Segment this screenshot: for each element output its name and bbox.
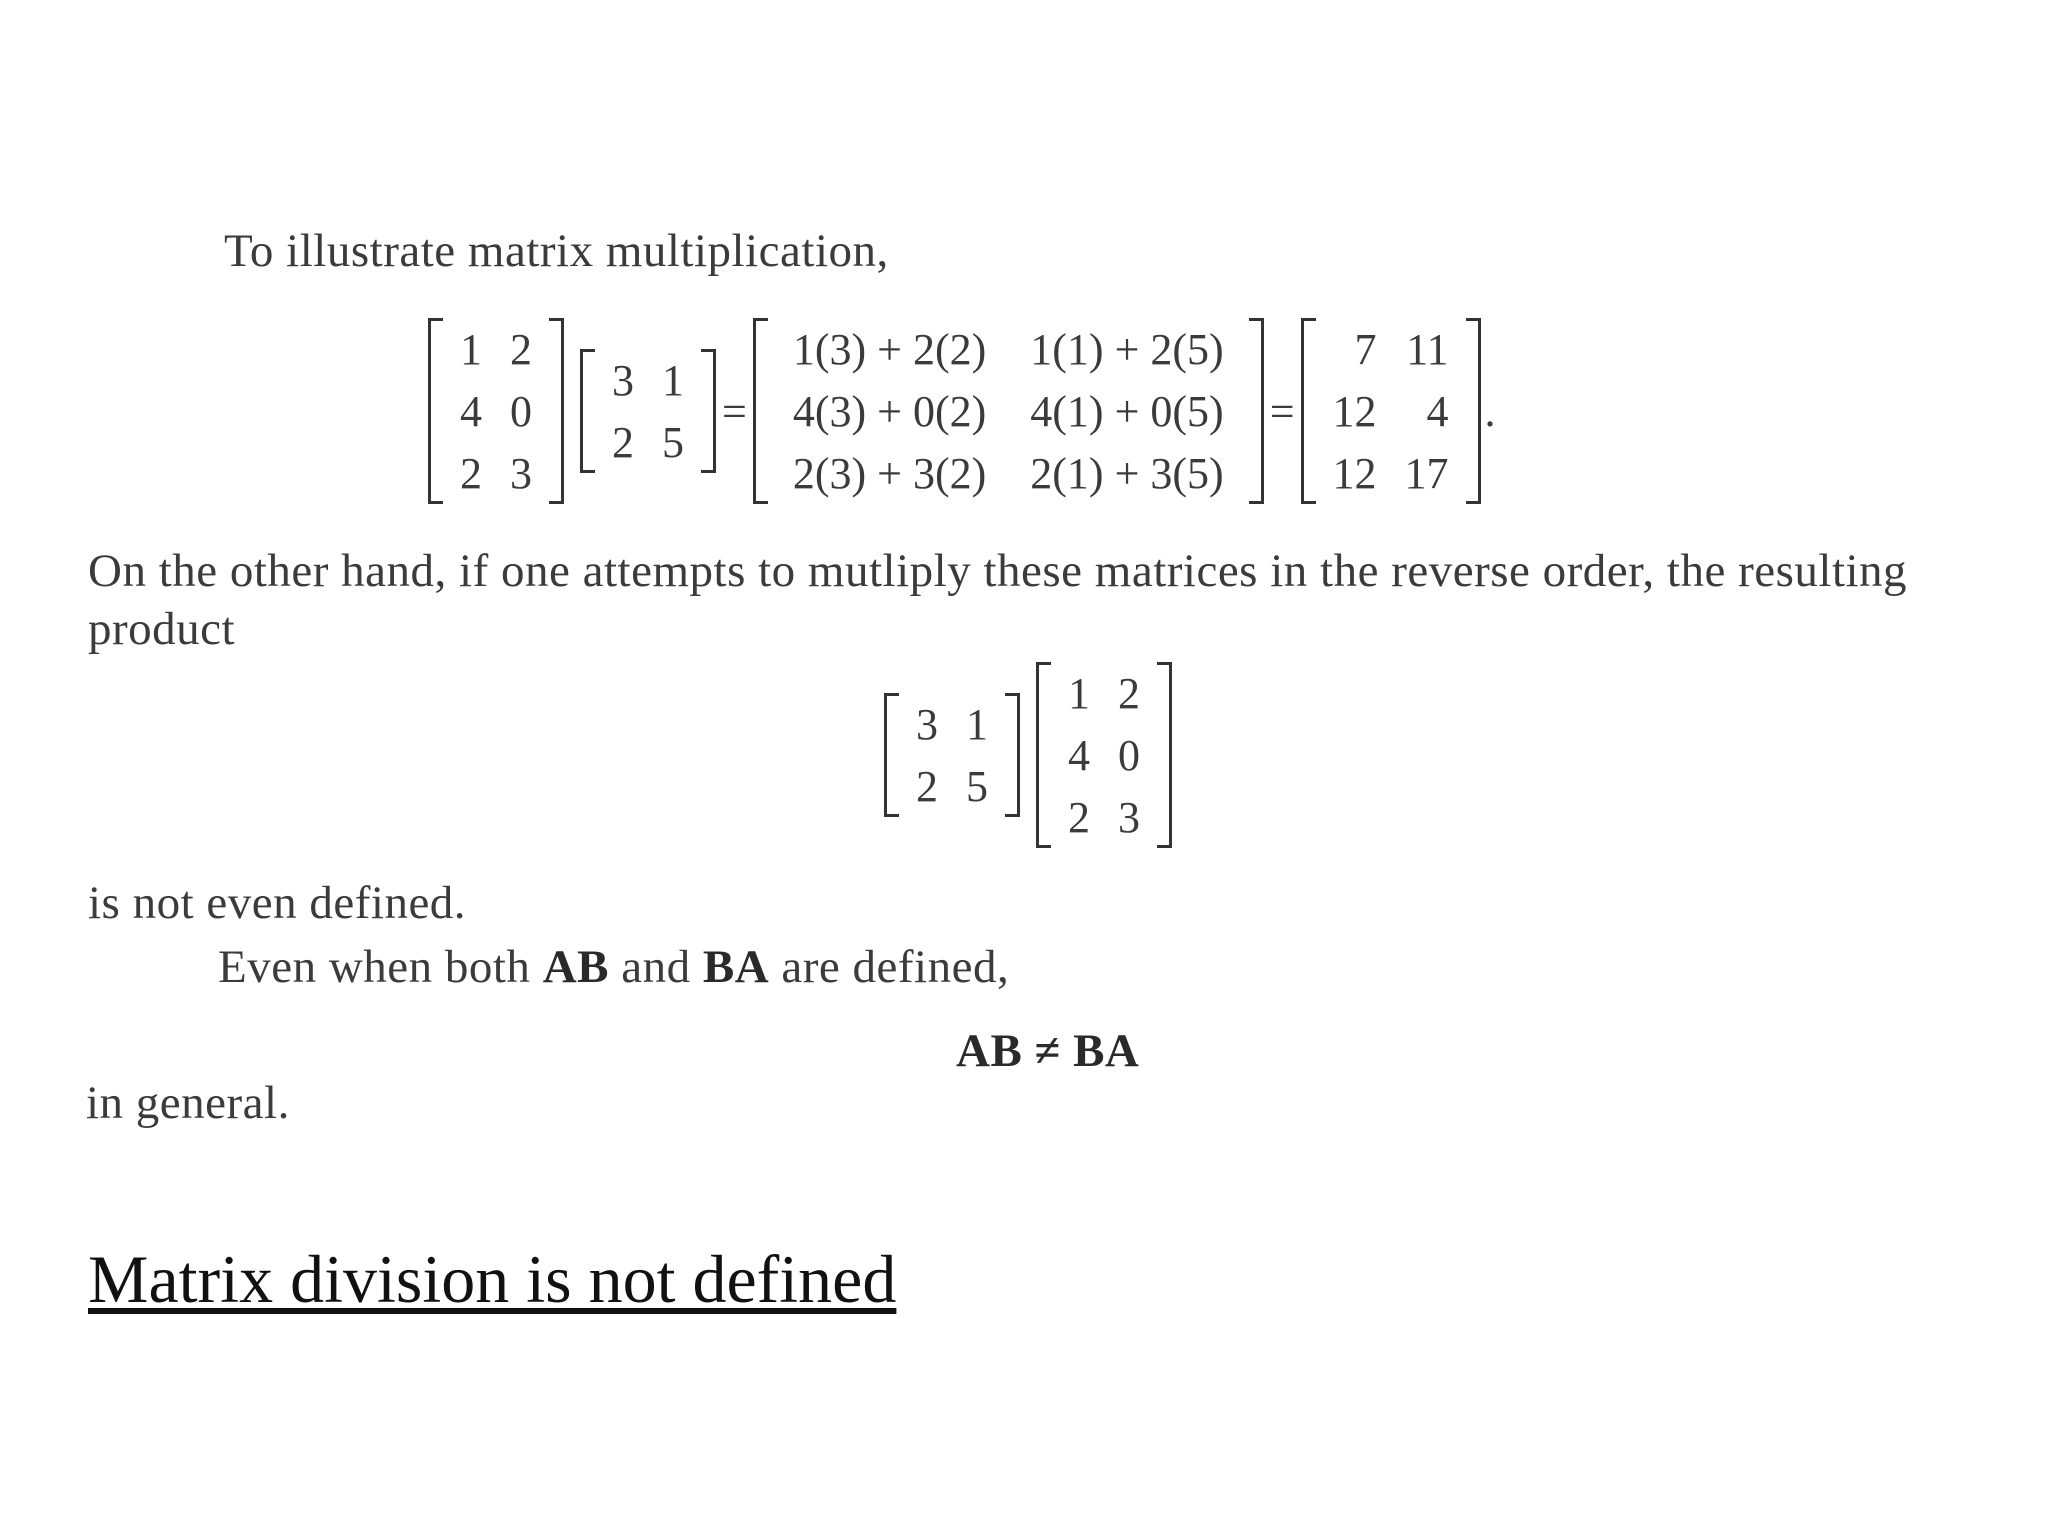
matrix-b-cell: 3 (916, 699, 938, 749)
expanded-cell: 1(1) + 2(5) (1030, 324, 1224, 374)
expanded-cell: 4(3) + 0(2) (792, 386, 987, 436)
result-cell: 12 (1332, 386, 1377, 436)
ab-term: AB (542, 941, 609, 993)
intro-text: To illustrate matrix multiplication, (224, 225, 889, 277)
matrix-a-cell: 1 (460, 324, 482, 374)
result-matrix (1301, 318, 1481, 504)
matrix-b-cell: 1 (966, 699, 988, 749)
expanded-product-matrix (753, 318, 1264, 504)
matrix-a-cell: 0 (510, 386, 532, 436)
matrix-a-cell: 2 (510, 324, 532, 374)
in-general-text: in general. (86, 1077, 290, 1129)
matrix-a-cell: 2 (460, 448, 482, 498)
not-defined-text: is not even defined. (88, 877, 467, 929)
matrix-a (428, 318, 564, 504)
matrix-division-heading: Matrix division is not defined (88, 1241, 897, 1317)
result-cell: 12 (1332, 448, 1377, 498)
matrix-a-cell: 4 (1068, 730, 1090, 780)
reverse-product-equation (884, 662, 1172, 848)
result-cell: 11 (1406, 324, 1449, 374)
expanded-cell: 1(3) + 2(2) (792, 324, 987, 374)
matrix-b-cell: 2 (612, 417, 634, 467)
even-when-pre: Even when both (218, 941, 543, 993)
matrix-b (884, 693, 1020, 817)
matrix-b-cell: 1 (662, 355, 684, 405)
matrix-a-cell: 3 (1118, 792, 1140, 842)
matrix-b-cell: 5 (966, 761, 988, 811)
matrix-a (1036, 662, 1172, 848)
even-when-mid: and (608, 941, 703, 993)
reverse-order-text-line1: On the other hand, if one attempts to mutliply these matrices in the reverse order, the resulting (88, 545, 1908, 597)
matrix-b-cell: 2 (916, 761, 938, 811)
equals-sign: = (1269, 386, 1295, 436)
matrix-a-cell: 4 (460, 386, 482, 436)
ab-not-equal-ba: AB ≠ BA (956, 1025, 1140, 1077)
matrix-a-cell: 2 (1118, 668, 1140, 718)
result-cell: 7 (1354, 324, 1377, 374)
matrix-a-cell: 1 (1068, 668, 1090, 718)
result-cell: 4 (1426, 386, 1449, 436)
matrix-b-cell: 3 (612, 355, 634, 405)
expanded-cell: 2(1) + 3(5) (1030, 448, 1224, 498)
ba-term: BA (702, 941, 770, 993)
multiplication-equation (428, 318, 1496, 504)
matrix-a-cell: 2 (1068, 792, 1090, 842)
expanded-cell: 4(1) + 0(5) (1030, 386, 1224, 436)
matrix-a-cell: 0 (1118, 730, 1140, 780)
reverse-order-text-line2: product (88, 603, 236, 655)
even-when-post: are defined, (769, 941, 1010, 993)
expanded-cell: 2(3) + 3(2) (792, 448, 987, 498)
even-when-text (218, 940, 1009, 994)
equals-sign: = (722, 386, 747, 436)
matrix-b (580, 349, 716, 473)
result-cell: 17 (1404, 448, 1449, 498)
matrix-b-cell: 5 (662, 417, 684, 467)
matrix-a-cell: 3 (510, 448, 532, 498)
period: . (1484, 386, 1496, 436)
